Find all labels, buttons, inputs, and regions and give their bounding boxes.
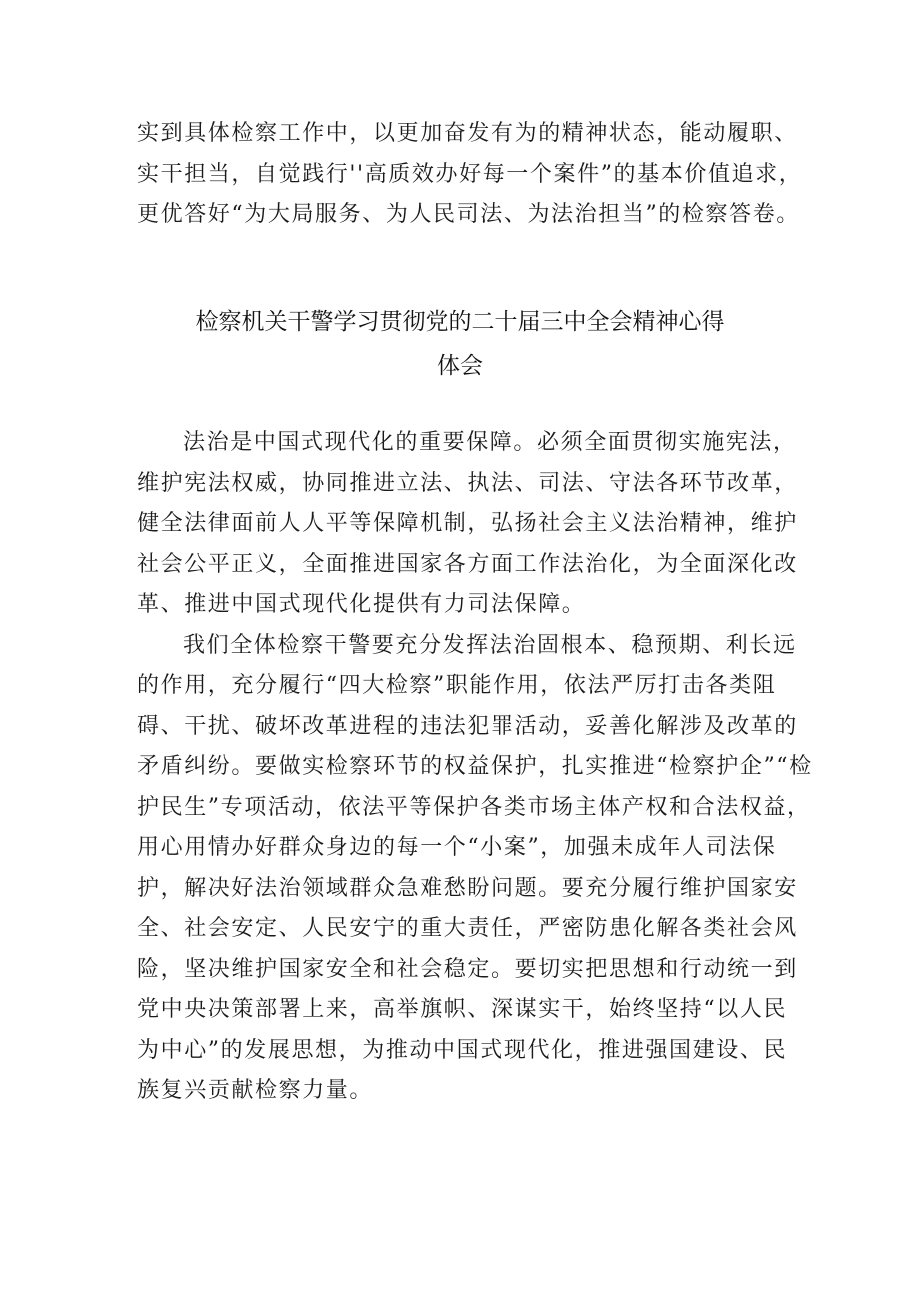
paragraph-line: 法治是中国式现代化的重要保障。必须全面贯彻实施宪法， (183, 430, 797, 455)
article-title-line-2: 体会 (437, 353, 483, 379)
paragraph-line: 全、社会安定、人民安宁的重大责任，严密防患化解各类社会风 (137, 916, 798, 941)
body-paragraph-1 (137, 423, 797, 626)
paragraph-line: 矛盾纠纷。要做实检察环节的权益保护，扎实推进“检察护企”“检 (137, 754, 813, 779)
paragraph-line: 的作用，充分履行“四大检察”职能作用，依法严厉打击各类阻 (137, 673, 777, 698)
continued-paragraph (137, 114, 803, 236)
paragraph-line: 维护宪法权威，协同推进立法、执法、司法、守法各环节改革， (137, 470, 798, 496)
paragraph-line: 族复兴贡献检察力量。 (137, 1078, 374, 1103)
paragraph-line: 用心用情办好群众身边的每一个“小案”，加强未成年人司法保 (137, 835, 777, 860)
paragraph-line: 我们全体检察干警要充分发挥法治固根本、稳预期、利长远 (183, 632, 797, 658)
paragraph-line: 革、推进中国式现代化提供有力司法保障。 (137, 592, 586, 617)
paragraph-line: 实干担当，自觉践行''高质效办好每一个案件”的基本价值追求， (137, 161, 803, 187)
article-title (110, 300, 810, 388)
paragraph-line: 社会公平正义，全面推进国家各方面工作法治化，为全面深化改 (137, 551, 798, 577)
paragraph-line: 党中央决策部署上来，高举旗帜、深谋实干，始终坚持“以人民 (137, 997, 788, 1022)
paragraph-line: 健全法律面前人人平等保障机制，弘扬社会主义法治精神，维护 (137, 511, 798, 536)
paragraph-line: 护，解决好法治领域群众急难愁盼问题。要充分履行维护国家安 (137, 875, 798, 901)
paragraph-line: 险，坚决维护国家安全和社会稳定。要切实把思想和行动统一到 (137, 956, 798, 982)
body-paragraph-2 (137, 626, 813, 1112)
paragraph-line: 护民生”专项活动，依法平等保护各类市场主体产权和合法权益， (137, 794, 811, 820)
paragraph-line: 实到具体检察工作中，以更加奋发有为的精神状态，能动履职、 (137, 121, 798, 146)
paragraph-line: 为中心”的发展思想，为推动中国式现代化，推进强国建设、民 (137, 1037, 788, 1063)
paragraph-line: 更优答好“为大局服务、为人民司法、为法治担当”的检察答卷。 (137, 202, 800, 227)
article-title-line-1: 检察机关干警学习贯彻党的二十届三中全会精神心得 (195, 309, 725, 335)
article-body (137, 423, 813, 1112)
paragraph-line: 碍、干扰、破坏改革进程的违法犯罪活动，妥善化解涉及改革的 (137, 713, 798, 739)
